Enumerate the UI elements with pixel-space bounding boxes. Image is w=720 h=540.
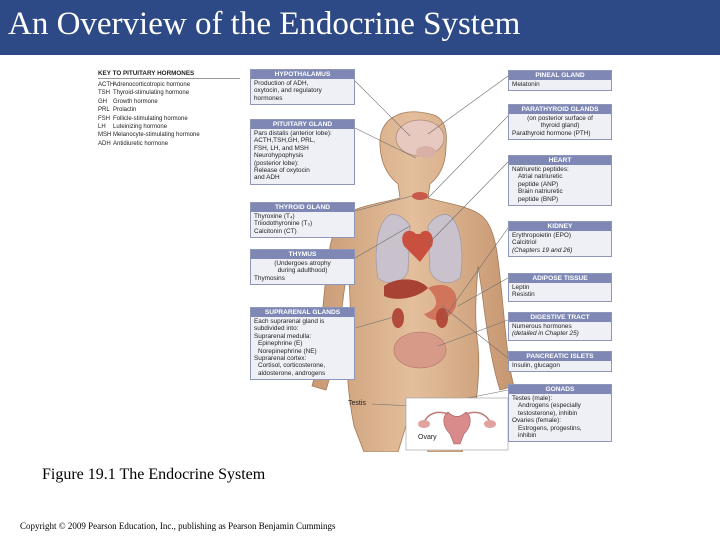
label-line: Production of ADH, bbox=[254, 80, 309, 87]
pancreatic-islets-label bbox=[508, 351, 612, 372]
key-abbr: ADH bbox=[98, 140, 111, 147]
ovary-left bbox=[418, 420, 430, 428]
label-title: HEART bbox=[509, 156, 611, 165]
ovary-label: Ovary bbox=[418, 434, 437, 441]
label-line: Norepinephrine (NE) bbox=[258, 347, 317, 355]
label-line: Neurohypophysis bbox=[254, 152, 304, 160]
label-line: Insulin, glucagon bbox=[512, 362, 560, 369]
label-line: during adulthood) bbox=[277, 267, 328, 275]
key-hormone-name: Growth hormone bbox=[113, 98, 158, 105]
label-line: Ovaries (female): bbox=[512, 417, 562, 425]
kidney-left bbox=[392, 308, 404, 328]
suprarenal-glands-label bbox=[250, 307, 355, 380]
thyroid bbox=[412, 192, 428, 200]
label-line: and ADH bbox=[254, 174, 280, 182]
key-row bbox=[98, 81, 240, 89]
label-title: PITUITARY GLAND bbox=[251, 120, 354, 129]
thyroid-gland-label bbox=[250, 202, 355, 238]
key-hormone-name: Follicle-stimulating hormone bbox=[113, 115, 188, 122]
label-line: Epinephrine (E) bbox=[258, 340, 303, 348]
label-title: GONADS bbox=[509, 385, 611, 394]
label-title: PANCREATIC ISLETS bbox=[509, 352, 611, 361]
label-line: Testes (male): bbox=[512, 395, 553, 402]
hypothalamus-label bbox=[250, 69, 355, 105]
label-line: Calcitonin (CT) bbox=[254, 227, 297, 235]
label-line: ACTH,TSH,GH, PRL, bbox=[254, 137, 316, 145]
label-line: Androgens (especially bbox=[518, 402, 581, 410]
key-hormone-name: Melanocyte-stimulating hormone bbox=[113, 132, 200, 139]
label-line: (Chapters 19 and 26) bbox=[512, 246, 573, 254]
key-row bbox=[98, 106, 240, 114]
label-line: Triiodothyronine (T₃) bbox=[254, 220, 313, 228]
label-line: FSH, LH, and MSH bbox=[254, 144, 309, 152]
label-line: Natriuretic peptides: bbox=[512, 166, 569, 173]
kidney-label bbox=[508, 221, 612, 257]
key-row bbox=[98, 115, 240, 123]
key-row bbox=[98, 123, 240, 131]
label-line: Calcitriol bbox=[512, 239, 537, 247]
label-title: THYMUS bbox=[251, 250, 354, 259]
label-line: Each suprarenal gland is bbox=[254, 318, 325, 325]
label-line: subdivided into: bbox=[254, 325, 299, 333]
key-abbr: FSH bbox=[98, 115, 110, 122]
copyright-notice: Copyright © 2009 Pearson Education, Inc., publishing as Pearson Benjamin Cummings bbox=[20, 521, 336, 531]
label-line: aldosterone, androgens bbox=[258, 369, 326, 377]
pituitary-gland-label bbox=[250, 119, 355, 185]
label-line: Numerous hormones bbox=[512, 323, 572, 330]
label-line: Parathyroid hormone (PTH) bbox=[512, 129, 591, 137]
label-title: SUPRARENAL GLANDS bbox=[251, 308, 354, 317]
key-abbr: MSH bbox=[98, 132, 112, 139]
intestines bbox=[394, 332, 446, 368]
thymus-label bbox=[250, 249, 355, 285]
label-title: PINEAL GLAND bbox=[509, 71, 611, 80]
label-line: testosterone), inhibin bbox=[518, 409, 578, 417]
parathyroid-glands-label bbox=[508, 104, 612, 140]
key-hormone-name: Luteinizing hormone bbox=[113, 124, 168, 131]
label-line: inhibin bbox=[518, 432, 537, 440]
label-line: (detailed in Chapter 25) bbox=[512, 330, 579, 338]
key-row bbox=[98, 98, 240, 106]
label-subtitle: (on posterior surface of bbox=[527, 115, 593, 122]
label-line: Release of oxytocin bbox=[254, 167, 310, 175]
label-line: Atrial natriuretic bbox=[518, 173, 563, 181]
label-line: Resistin bbox=[512, 291, 535, 299]
testis-label: Testis bbox=[348, 400, 366, 407]
label-title: DIGESTIVE TRACT bbox=[509, 313, 611, 322]
label-line: Leptin bbox=[512, 284, 530, 291]
label-line: Brain natriuretic bbox=[518, 188, 563, 196]
label-title: KIDNEY bbox=[509, 222, 611, 231]
key-hormone-name: Adrenocorticotropic hormone bbox=[113, 82, 191, 88]
label-line: Estrogens, progestins, bbox=[518, 424, 582, 432]
label-line: (posterior lobe): bbox=[254, 159, 299, 167]
key-hormone-name: Antidiuretic hormone bbox=[113, 140, 169, 147]
label-line: Suprarenal medulla: bbox=[254, 332, 312, 340]
kidney-right bbox=[436, 308, 448, 328]
label-line: (Undergoes atrophy bbox=[274, 260, 331, 267]
ovary-right bbox=[484, 420, 496, 428]
label-line: Thyroxine (T₄) bbox=[254, 213, 295, 220]
endocrine-figure bbox=[98, 66, 614, 452]
heart-label bbox=[508, 155, 612, 206]
pituitary-hormone-key bbox=[98, 70, 240, 148]
label-line: Pars distalis (anterior lobe): bbox=[254, 130, 332, 137]
key-hormone-name: Thyroid-stimulating hormone bbox=[113, 90, 190, 97]
key-row bbox=[98, 140, 240, 148]
key-hormone-name: Prolactin bbox=[113, 107, 137, 114]
key-abbr: GH bbox=[98, 98, 107, 105]
gonads-label bbox=[508, 384, 612, 442]
pineal-gland-label bbox=[508, 70, 612, 91]
key-abbr: PRL bbox=[98, 107, 110, 114]
label-subtitle: thyroid gland) bbox=[540, 122, 580, 130]
key-abbr: LH bbox=[98, 124, 106, 131]
key-row bbox=[98, 89, 240, 97]
label-line: Erythropoietin (EPO) bbox=[512, 232, 571, 239]
key-title: KEY TO PITUITARY HORMONES bbox=[98, 70, 240, 79]
label-line: Cortisol, corticosterone, bbox=[258, 362, 326, 370]
label-title: PARATHYROID GLANDS bbox=[509, 105, 611, 114]
label-title: HYPOTHALAMUS bbox=[251, 70, 354, 79]
label-line: oxytocin, and regulatory bbox=[254, 87, 322, 95]
label-title: THYROID GLAND bbox=[251, 203, 354, 212]
label-line: Thymosins bbox=[254, 274, 285, 282]
adipose-tissue-label bbox=[508, 273, 612, 302]
label-line: peptide (BNP) bbox=[518, 195, 559, 203]
label-line: Suprarenal cortex: bbox=[254, 355, 307, 363]
figure-caption: Figure 19.1 The Endocrine System bbox=[42, 466, 266, 483]
label-line: Melatonin bbox=[512, 81, 540, 88]
key-row bbox=[98, 131, 240, 139]
label-line: hormones bbox=[254, 94, 283, 102]
label-title: ADIPOSE TISSUE bbox=[509, 274, 611, 283]
key-abbr: TSH bbox=[98, 90, 110, 97]
key-abbr: ACTH bbox=[98, 82, 115, 88]
label-line: peptide (ANP) bbox=[518, 180, 559, 188]
digestive-tract-label bbox=[508, 312, 612, 341]
slide-title: An Overview of the Endocrine System bbox=[0, 0, 720, 55]
